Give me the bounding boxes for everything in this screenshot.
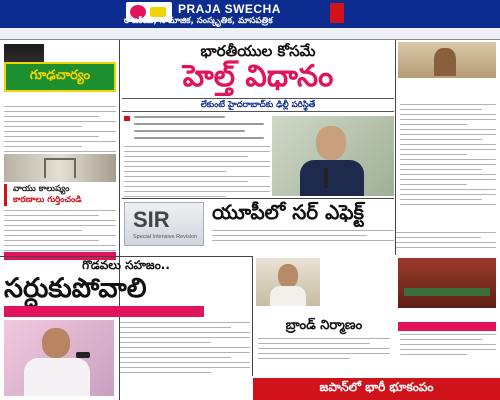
bottom-left-pink-bar [4,306,204,317]
lead-photo [272,116,394,196]
masthead-english-title: PRAJA SWECHA [178,2,281,16]
air-pollution-line2: కారణాలు గుర్తించండి [13,195,82,205]
masthead-info-bar [0,28,500,40]
bottom-left-kicker: గొడవలు సహజం.. [82,258,170,272]
bottom-left-rule [0,256,252,257]
spy-box [4,62,116,92]
air-pollution-caption [4,184,116,206]
bottom-right-photo [398,258,496,308]
sir-image-small: Special Intensive Revision [133,234,198,240]
column-rule-right [395,40,396,255]
bottom-center-headline: బ్రాండ్ నిర్మాణం [285,318,363,333]
sir-text-right [396,232,496,252]
bottom-center-rule [252,256,253,376]
court-photo [4,154,116,182]
lead-photo-person-body [300,160,364,196]
bottom-center-text [258,338,390,363]
bottom-strip [253,378,500,400]
masthead-tagline: రాజకీయ, సామాజిక, సంస్కృతిక, మాసపత్రిక [124,16,273,26]
bottom-strip-headline: జపాన్‌లో భారీ భూకంపం [319,380,434,394]
lead-subline-bar [122,98,394,112]
bottom-right-text [400,334,496,359]
lead-headline: హెల్త్ విధానం [182,59,334,94]
air-pollution-line1: వాయు కాలుష్యం [13,184,70,194]
bottom-left-person-body [24,358,90,396]
bottom-left-text [120,322,250,377]
sir-headline: యూపీలో సర్ ఎఫెక్ట్ [212,200,364,224]
left-column-text-2 [4,210,116,255]
sir-image [124,202,204,246]
bottom-left-photo [4,320,114,396]
lead-photo-person-head [316,126,346,160]
lead-subline: లేకుంటే హైదరాబాద్‌కు ఢిల్లీ పరిస్థితే [200,100,316,110]
right-top-photo [398,42,496,78]
lead-bullet-text [134,116,264,144]
lead-photo-microphone-icon [324,168,328,188]
bottom-left-person-head [42,328,70,358]
bottom-right-pink-bar [398,322,496,331]
sir-text [212,230,394,245]
lead-kicker: భారతీయుల కోసమే [200,42,316,60]
bottom-left-microphone-icon [76,352,90,358]
spy-box-title: గూఢచార్యం [29,68,91,83]
right-column-text [400,104,496,209]
masthead [0,0,500,28]
lead-body-text [124,146,270,201]
sir-image-big: SIR [133,207,170,232]
bottom-center-photo [256,258,320,306]
left-column-text-1 [4,106,116,156]
bottom-left-headline: సర్దుకుపోవాలి [4,273,147,304]
